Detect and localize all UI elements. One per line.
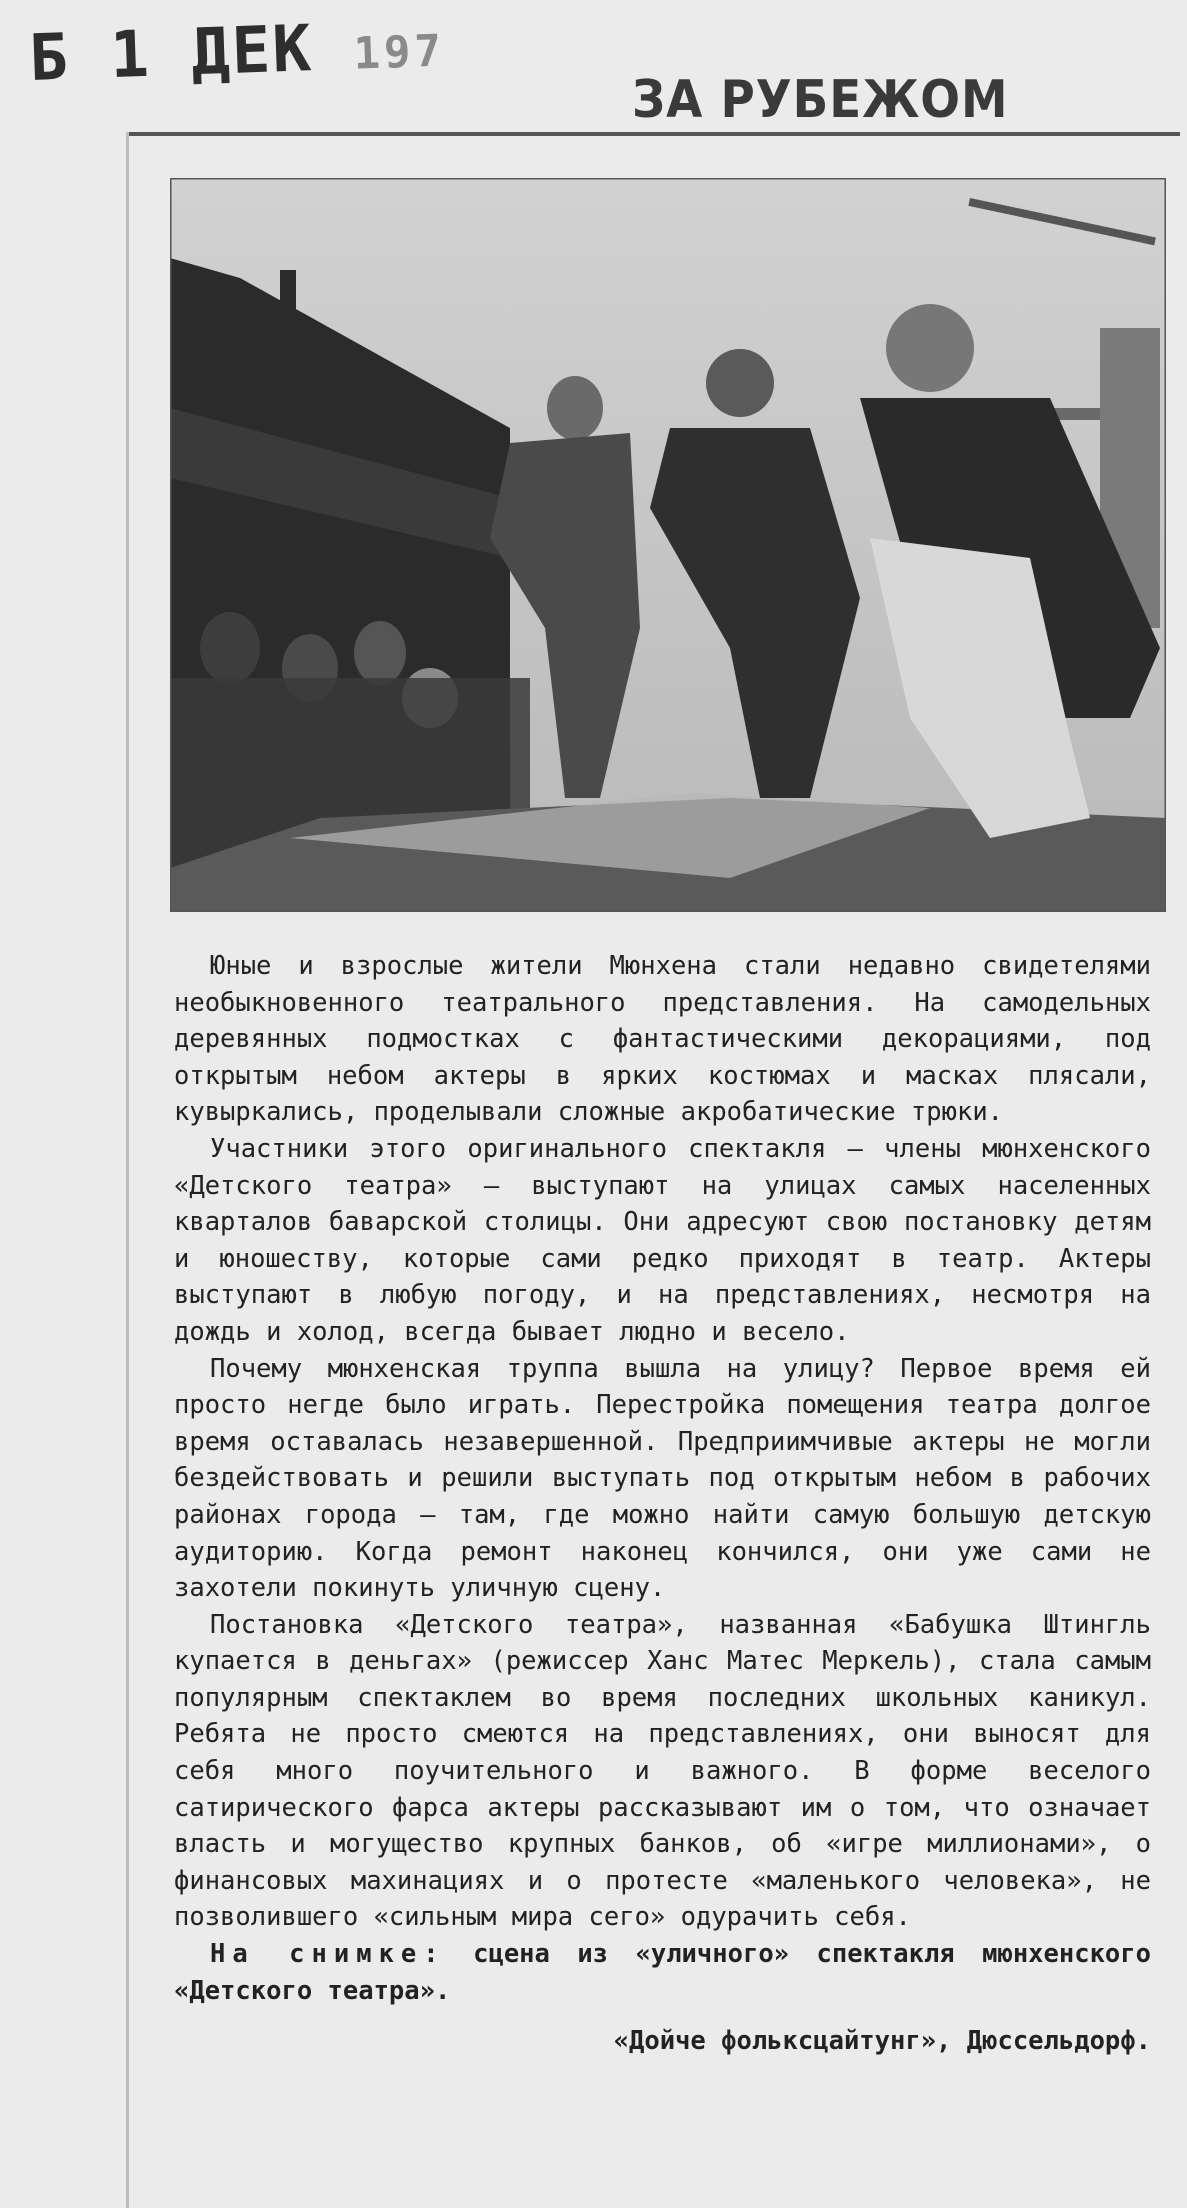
article-source: «Дойче фольксцайтунг», Дюссельдорф. bbox=[613, 2026, 1151, 2057]
article-paragraph: Участники этого оригинального спектакля — члены мюнхенского «Детского театра» — выступают на улицах самых населенных кварталов баварской столицы. Они адресуют свою постановку детям и юношеству, которые сами редко приходят в театр. Актеры выступают в любую погоду, и на представлениях, несмотря на дождь и холод, всегда бывает людно и весело. bbox=[174, 1133, 1151, 1347]
photo-spectator bbox=[200, 612, 260, 684]
header-rule bbox=[128, 132, 1180, 136]
stamp-day: 1 bbox=[109, 17, 153, 94]
stamp-year: 197 bbox=[352, 25, 446, 80]
stamp-month: ДЕК bbox=[190, 12, 315, 91]
photo-spectator bbox=[354, 621, 406, 685]
article-body bbox=[174, 948, 1151, 2060]
photo-actor bbox=[706, 349, 774, 417]
caption-text: сцена из «уличного» спектакля мюнхенского «Детского театра». bbox=[174, 1939, 1151, 2006]
street-theatre-photo bbox=[170, 178, 1166, 912]
article-photo bbox=[170, 178, 1166, 912]
photo-chimney bbox=[280, 270, 296, 310]
article-paragraph: Постановка «Детского театра», названная «Бабушка Штингль купается в деньгах» (режиссер Ханс Матес Меркель), стала самым популярным спектаклем во время последних школьных каникул. Ребята не просто смеются на представлениях, они выносят для себя много поучительного и важного. В форме веселого сатирического фарса актеры рассказывают им о том, что означает власть и могущество крупных банков, об «игре миллионами», о финансовых махинациях и о протесте «маленького человека», не позволившего «сильным мира сего» одурачить себя. bbox=[174, 1609, 1151, 1933]
photo-caption bbox=[174, 1936, 1151, 2009]
rubric-heading: ЗА РУБЕЖОМ bbox=[632, 70, 1009, 130]
photo-actor bbox=[547, 376, 603, 440]
column-rule bbox=[126, 132, 129, 2208]
date-stamp bbox=[28, 7, 446, 95]
article-paragraph: Юные и взрослые жители Мюнхена стали недавно свидетелями необыкновенного театрального представления. На самодельных деревянных подмостках с фантастическими декорациями, под открытым небом актеры в ярких костюмах и масках плясали, кувыркались, проделывали сложные акробатические трюки. bbox=[174, 951, 1151, 1128]
article-paragraph: Почему мюнхенская труппа вышла на улицу? Первое время ей просто негде было играть. Перестройка помещения театра долгое время оставалась незавершенной. Предприимчивые актеры не могли бездействовать и решили выступать под открытым небом в рабочих районах города — там, где можно найти самую большую детскую аудиторию. Когда ремонт наконец кончился, они уже сами не захотели покинуть уличную сцену. bbox=[174, 1353, 1151, 1604]
caption-label: На снимке: bbox=[210, 1939, 446, 1970]
photo-actor-masked bbox=[886, 304, 974, 392]
stamp-letter: Б bbox=[28, 20, 72, 96]
